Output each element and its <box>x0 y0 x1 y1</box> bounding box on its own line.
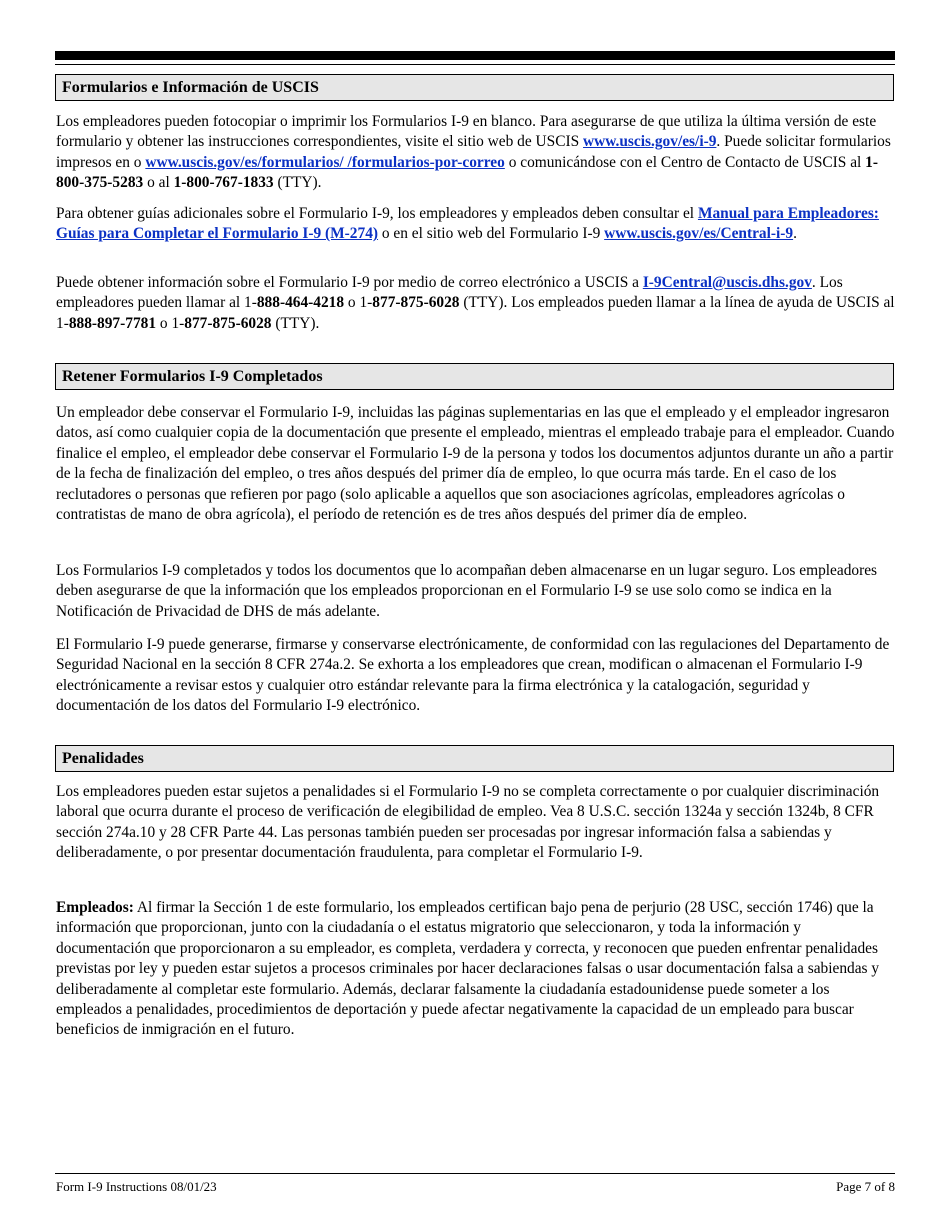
text: . <box>793 225 797 243</box>
i9central-email-link[interactable]: I-9Central@uscis.dhs.gov <box>642 274 812 291</box>
retain-paragraph-3: El Formulario I-9 puede generarse, firmarse y conservarse electrónicamente, de conformidad con las regulaciones del Departamento de Seguridad Nacional en la sección 8 CFR 274a.2. Se exhorta a los empleadores que crean, modifican o almacenan el Formulario I-9 electrónicamente a revisar estos y cualquier otro estándar relevante para la firma electrónica y la catalogación, seguridad y documentación de los datos del Formulario I-9 electrónico. <box>56 636 890 715</box>
text: . Los empleadores pueden llamar al 1- <box>56 274 843 312</box>
penalties-paragraph-2 <box>56 898 896 1041</box>
footer-rule <box>55 1173 895 1174</box>
top-thick-rule <box>55 51 895 60</box>
forms-by-mail-link[interactable]: www.uscis.gov/es/formularios/ /formularios-por-correo <box>145 153 505 171</box>
text: Al firmar la Sección 1 de este formulario, los empleados certifican bajo pena de perjurio (28 USC, sección 1746) que la información que proporcionan, junto con la ciudadanía o el estatus migratorio que seleccionaron, y toda la información y documentación que proporcionaron a su empleador, es completa, verdadera y correcta, y reconocen que pueden enfrentar penalidades previstas por ley y pueden estar sujetos a procesos criminales por hacer declaraciones falsas o usar documentación falsa a sabiendas y deliberadamente al completar este formulario. Además, declarar falsamente la ciudadanía estadounidense puede someter a los empleados a penalidades, procedimientos de deportación y puede afectar negativamente la capacidad de un empleado para buscar beneficios de inmigración en el futuro. <box>56 899 880 1039</box>
m274-handbook-link[interactable]: Manual para Empleadores: Guías para Completar el Formulario I-9 (M-274) <box>56 205 879 243</box>
forms-paragraph-1 <box>56 112 896 194</box>
forms-paragraph-3 <box>56 273 896 334</box>
text: Los empleadores pueden fotocopiar o imprimir los Formularios I-9 en blanco. Para asegurarse de que utiliza la última versión de este formulario y obtener las instrucciones correspondientes, visite el sitio web de USCIS <box>56 113 877 151</box>
forms-paragraph-2 <box>56 204 896 245</box>
top-thin-rule <box>55 64 895 65</box>
section-header-penalties: Penalidades <box>55 745 894 772</box>
phone-number: 888-897-7781 <box>68 314 157 332</box>
text: o comunicándose con el Centro de Contacto de USCIS al <box>504 153 866 171</box>
text: (TTY). <box>273 174 322 192</box>
text: o 1- <box>156 314 185 332</box>
footer-page-number: Page 7 of 8 <box>836 1179 895 1194</box>
phone-number: 1-800-375-5283 <box>56 153 878 192</box>
central-i9-link[interactable]: www.uscis.gov/es/Central-i-9 <box>604 225 794 243</box>
footer-form-id: Form I-9 Instructions 08/01/23 <box>56 1179 217 1194</box>
section-header-retain: Retener Formularios I-9 Completados <box>55 363 894 390</box>
text: Puede obtener información sobre el Formulario I-9 por medio de correo electrónico a USCIS a <box>56 274 643 291</box>
text: o al <box>143 174 174 192</box>
phone-number: 877-875-6028 <box>372 294 460 312</box>
phone-number: 888-464-4218 <box>256 294 345 312</box>
employees-label: Empleados: <box>56 899 134 916</box>
text: (TTY). Los empleados pueden llamar a la línea de ayuda de USCIS al 1- <box>56 294 895 332</box>
text: o 1- <box>344 294 373 312</box>
phone-number: 877-875-6028 <box>184 314 272 332</box>
text: Para obtener guías adicionales sobre el Formulario I-9, los empleadores y empleados deben consultar el <box>56 205 698 222</box>
retain-paragraph-1: Un empleador debe conservar el Formulario I-9, incluidas las páginas suplementarias en las que el empleado y el empleador ingresaron datos, así como cualquier copia de la documentación que presente el empleado, mientras el empleado trabaje para el empleador. Cuando finalice el empleo, el empleador debe conservar el Formulario I-9 de la persona y todos los documentos adjuntos durante un año a partir de la fecha de finalización del empleo, o tres años después del primer día de empleo, lo que ocurra más tarde. En el caso de los reclutadores o personas que refieren por pago (solo aplicable a aquellos que son asociaciones agrícolas, empleadores agrícolas o contratistas de mano de obra agrícola), el período de retención es de tres años después del primer día de empleo. <box>56 404 895 524</box>
text: (TTY). <box>271 314 320 332</box>
text: . Puede solicitar formularios impresos en o <box>56 133 891 171</box>
phone-number: 1-800-767-1833 <box>173 174 274 192</box>
retain-paragraph-2: Los Formularios I-9 completados y todos los documentos que lo acompañan deben almacenarse en un lugar seguro. Los empleadores deben asegurarse de que la información que los empleados proporcionan en el Formulario I-9 se use solo como se indica en la Notificación de Privacidad de DHS de más adelante. <box>56 562 878 620</box>
uscis-i9-link[interactable]: www.uscis.gov/es/i-9 <box>583 133 717 151</box>
penalties-paragraph-1: Los empleadores pueden estar sujetos a penalidades si el Formulario I-9 no se completa correctamente o por cualquier discriminación laboral que ocurra durante el proceso de verificación de elegibilidad de empleo. Vea 8 U.S.C. sección 1324a y sección 1324b, 8 CFR sección 274a.10 y 28 CFR Parte 44. Las personas también pueden ser procesadas por ingresar información falsa a sabiendas y deliberadamente, o por presentar documentación fraudulenta, para completar el Formulario I-9. <box>56 783 880 862</box>
text: o en el sitio web del Formulario I-9 <box>378 225 605 243</box>
section-header-forms: Formularios e Información de USCIS <box>55 74 894 101</box>
